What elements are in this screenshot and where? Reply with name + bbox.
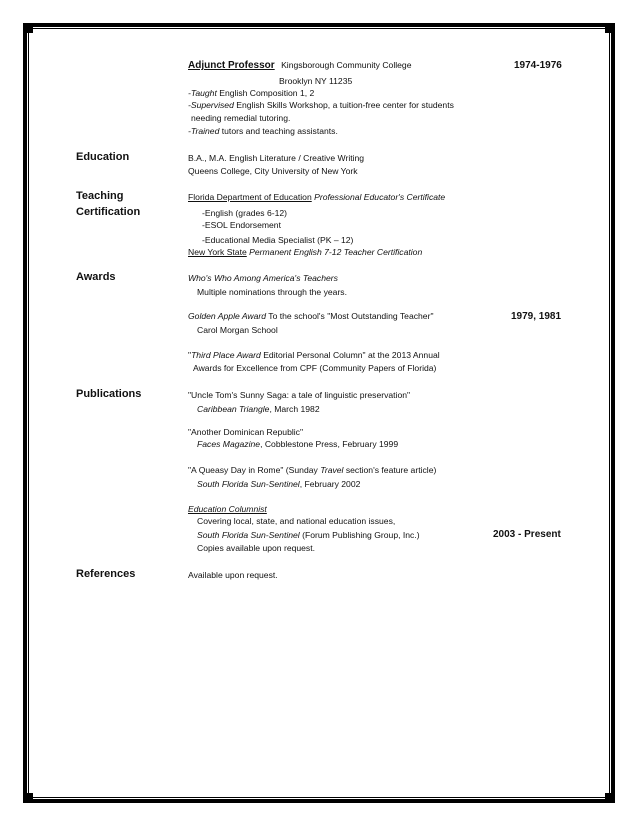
award-detail: Multiple nominations through the years.: [197, 287, 347, 297]
award-title: "Third Place Award Editorial Personal Column" at the 2013 Annual: [188, 350, 440, 360]
publication-venue: Caribbean Triangle, March 1982: [197, 404, 320, 414]
cert-endorsement: -ESOL Endorsement: [202, 220, 281, 230]
publication-venue: South Florida Sun-Sentinel, February 2002: [197, 479, 361, 489]
section-heading-publications: Publications: [76, 388, 142, 400]
border-corner: [23, 23, 33, 33]
job-duty: -Trained tutors and teaching assistants.: [188, 126, 338, 136]
job-duty: -Taught English Composition 1, 2: [188, 88, 315, 98]
award-title: Golden Apple Award To the school's "Most Outstanding Teacher": [188, 311, 434, 321]
education-school: Queens College, City University of New York: [188, 166, 358, 176]
award-detail: Awards for Excellence from CPF (Community Papers of Florida): [193, 363, 437, 373]
publication-title: "Another Dominican Republic": [188, 427, 304, 437]
section-heading-awards: Awards: [76, 271, 116, 283]
award-date: 1979, 1981: [511, 311, 562, 322]
award-detail: Carol Morgan School: [197, 325, 278, 335]
education-degree: B.A., M.A. English Literature / Creative Writing: [188, 153, 365, 163]
references-text: Available upon request.: [188, 570, 278, 580]
publication-title: "Uncle Tom's Sunny Saga: a tale of linguistic preservation": [188, 390, 411, 400]
columnist-title: Education Columnist: [188, 504, 267, 514]
job-duty: -Supervised English Skills Workshop, a tuition-free center for students: [188, 100, 454, 110]
job-title: Adjunct Professor: [188, 60, 275, 71]
job-org: Kingsborough Community College: [281, 60, 412, 70]
cert-endorsement: -Educational Media Specialist (PK – 12): [202, 235, 354, 245]
cert-endorsement: -English (grades 6-12): [202, 208, 288, 218]
job-org-location: Brooklyn NY 11235: [279, 76, 353, 86]
cert-new-york: New York State Permanent English 7-12 Teacher Certification: [188, 247, 423, 257]
section-heading-teaching: Teaching: [76, 190, 124, 202]
publication-title: "A Queasy Day in Rome" (Sunday Travel section's feature article): [188, 465, 437, 475]
columnist-date: 2003 - Present: [493, 529, 561, 540]
section-heading-certification: Certification: [76, 206, 141, 218]
columnist-detail: Copies available upon request.: [197, 543, 316, 553]
section-heading-references: References: [76, 568, 136, 580]
award-title: Who's Who Among America's Teachers: [188, 273, 338, 283]
border-corner: [605, 793, 615, 803]
border-corner: [23, 793, 33, 803]
job-date: 1974-1976: [514, 60, 562, 71]
job-duty: needing remedial tutoring.: [191, 113, 291, 123]
section-heading-education: Education: [76, 151, 130, 163]
columnist-venue: South Florida Sun-Sentinel (Forum Publishing Group, Inc.): [197, 530, 420, 540]
border-corner: [605, 23, 615, 33]
columnist-detail: Covering local, state, and national education issues,: [197, 516, 396, 526]
publication-venue: Faces Magazine, Cobblestone Press, February 1999: [197, 439, 399, 449]
job-entry-header: [188, 60, 412, 71]
cert-florida: Florida Department of Education Professional Educator's Certificate: [188, 192, 446, 202]
